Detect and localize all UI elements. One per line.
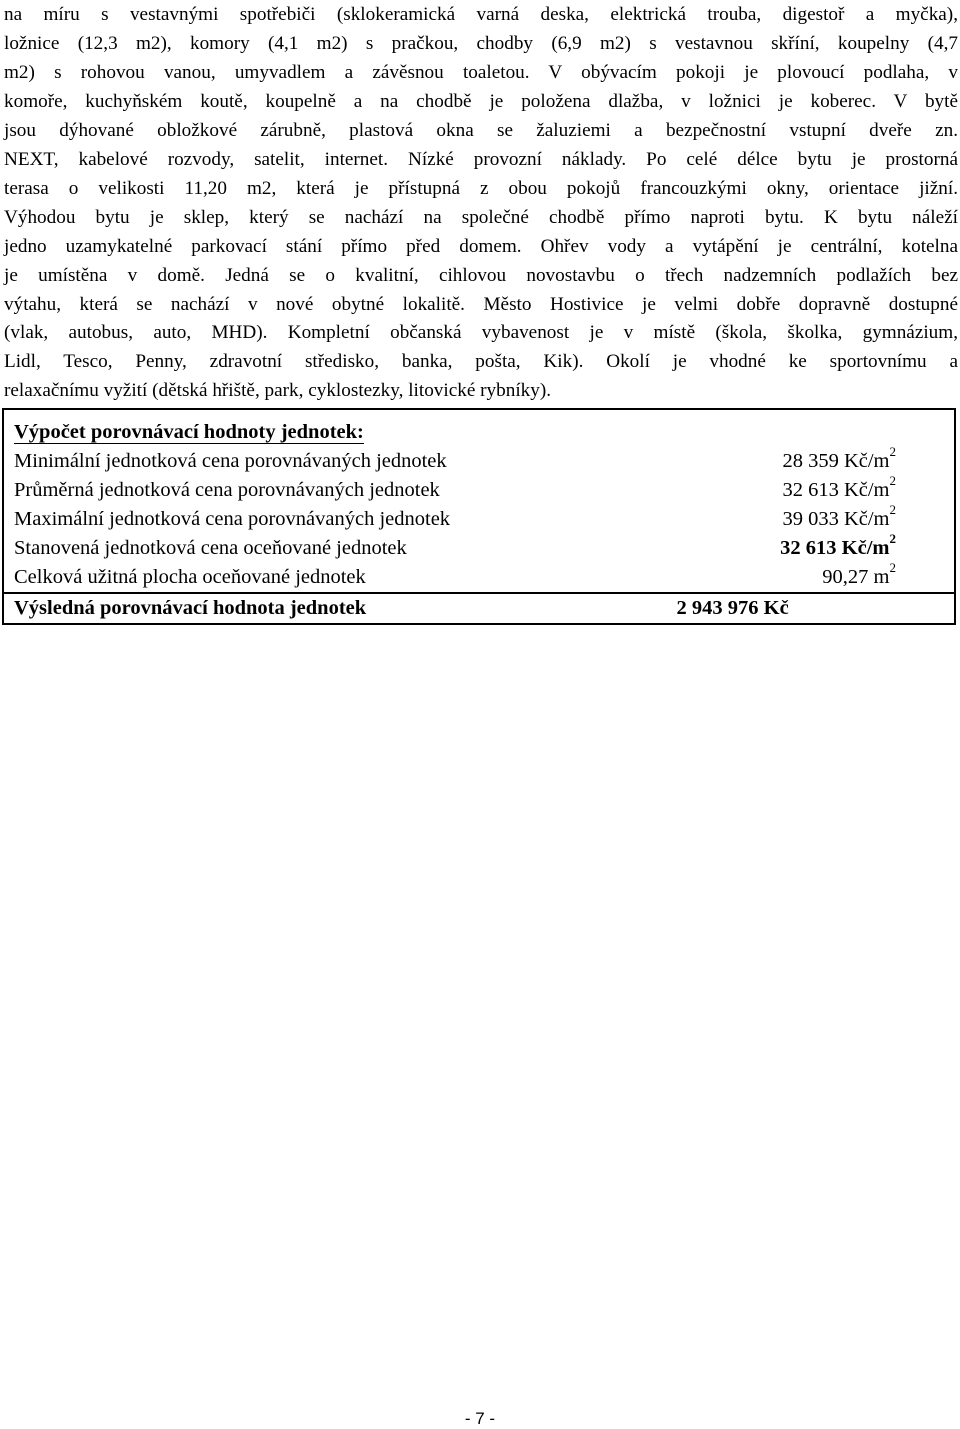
value-number: 32 613 [782,479,839,501]
unit-superscript: 2 [889,560,896,576]
unit-superscript: 2 [889,502,896,518]
table-heading-row [3,409,955,447]
text-line: výtahu, která se nachází v nové obytné lokalitě. Město Hostivice je velmi dobře dopravně dostupné [4,293,958,315]
table-heading [3,409,955,447]
value-number: 90,27 [822,566,869,588]
text-line: m2) s rohovou vanou, umyvadlem a závěsnou toaletou. V obývacím pokoji je plovoucí podlaha, v [4,61,958,83]
table-row [3,563,955,593]
text-line: NEXT, kabelové rozvody, satelit, internet. Nízké provozní náklady. Po celé délce bytu je prostorná [4,148,958,170]
value-number: 39 033 [782,508,839,530]
row-label: Stanovená jednotková cena oceňované jednotek [14,537,407,559]
document-page [4,0,958,406]
text-line: komoře, kuchyňském koutě, koupelně a na chodbě je položena dlažba, v ložnici je koberec. V bytě [4,90,958,112]
value-number: 32 613 [780,537,837,559]
unit-suffix: Kč/m [841,537,890,559]
text-line: na míru s vestavnými spotřebiči (sklokeramická varná deska, elektrická trouba, digestoř a myčka), [4,4,958,25]
table-row [3,534,955,563]
unit-superscript: 2 [889,444,896,460]
text-line: Výhodou bytu je sklep, který se nachází na společné chodbě přímo naproti bytu. K bytu náleží [4,206,958,228]
unit-suffix: Kč/m [843,450,890,472]
table-row [3,447,955,476]
row-label: Celková užitná plocha oceňované jednotek [14,566,366,588]
table-row [3,476,955,505]
text-line: jedno uzamykatelné parkovací stání přímo před domem. Ohřev vody a vytápění je centrální, kotelna [4,235,958,257]
row-value [677,560,955,593]
table-heading-text: Výpočet porovnávací hodnoty jednotek: [14,421,364,443]
result-value: 2 943 976 Kč [677,593,955,624]
text-line: jsou dýhované obložkové zárubně, plastová okna se žaluziemi a bezpečnostní vstupní dveře zn. [4,119,958,141]
table-row [3,505,955,534]
result-row [3,593,955,624]
row-value [677,473,955,505]
text-line: Lidl, Tesco, Penny, zdravotní středisko, banka, pošta, Kik). Okolí je vhodné ke sportovnímu a [4,351,958,373]
unit-suffix: Kč/m [843,508,890,530]
row-value [677,444,955,476]
comparative-value-table [2,408,956,625]
text-line: terasa o velikosti 11,20 m2, která je přístupná z obou pokojů francouzkými okny, orientace jižní. [4,177,958,199]
text-line: relaxačnímu vyžití (dětská hřiště, park, cyklostezky, litovické rybníky). [4,380,552,402]
row-label: Maximální jednotková cena porovnávaných jednotek [14,508,451,530]
text-line: je umístěna v domě. Jedná se o kvalitní, cihlovou novostavbu o třech nadzemních podlažích bez [4,264,958,286]
unit-suffix: m [873,566,890,588]
row-value [677,502,955,534]
unit-suffix: Kč/m [843,479,890,501]
property-description-paragraph [4,0,958,406]
text-line: (vlak, autobus, auto, MHD). Kompletní občanská vybavenost je v místě (škola, školka, gymnázium, [4,322,958,344]
value-number: 28 359 [782,450,839,472]
row-label: Minimální jednotková cena porovnávaných jednotek [14,450,447,472]
row-label: Průměrná jednotková cena porovnávaných jednotek [14,479,440,501]
unit-superscript: 2 [889,473,896,489]
row-value-bold [677,531,955,563]
page-number: - 7 - [464,1409,496,1428]
result-label: Výsledná porovnávací hodnota jednotek [3,593,677,624]
text-line: ložnice (12,3 m2), komory (4,1 m2) s pračkou, chodby (6,9 m2) s vestavnou skříní, koupelny (4,7 [4,32,958,54]
unit-superscript: 2 [889,531,896,547]
